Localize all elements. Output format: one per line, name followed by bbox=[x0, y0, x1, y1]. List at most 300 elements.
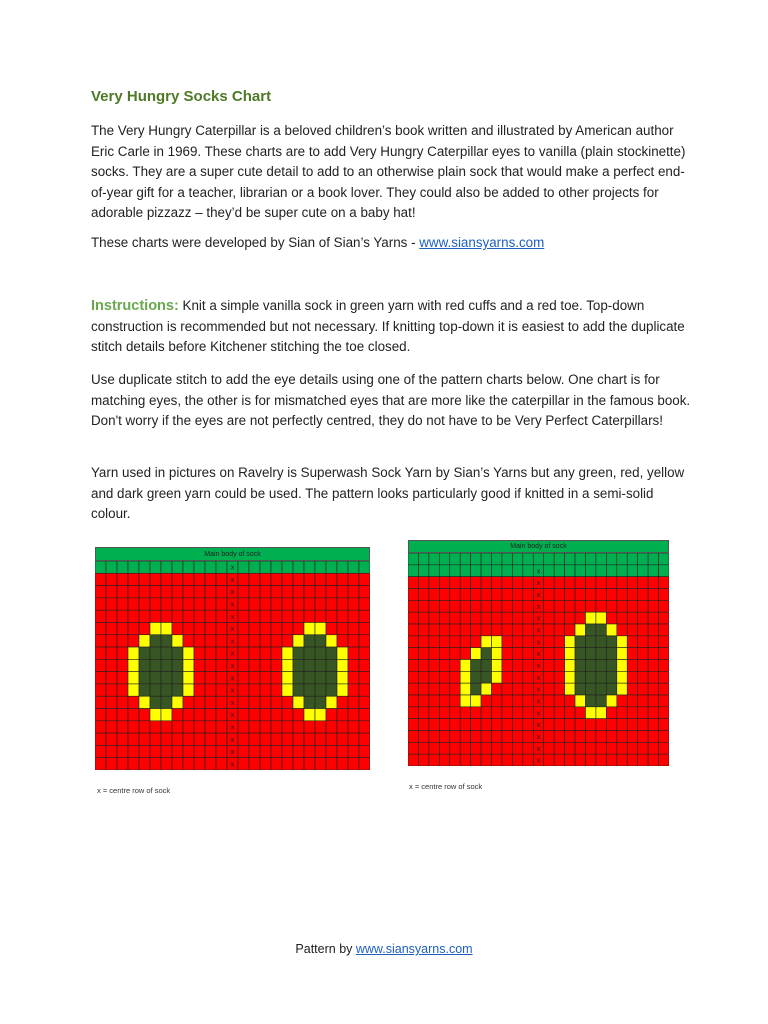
chart-cell bbox=[471, 754, 481, 766]
chart-cell bbox=[512, 624, 522, 636]
chart-legend: x = centre row of sock bbox=[97, 786, 171, 795]
chart-cell bbox=[271, 586, 282, 598]
chart-cell bbox=[429, 589, 439, 601]
chart-cell bbox=[282, 733, 293, 745]
chart-cell bbox=[408, 731, 418, 743]
chart-cell bbox=[596, 589, 606, 601]
chart-cell bbox=[471, 636, 481, 648]
chart-cell bbox=[418, 683, 428, 695]
chart-cell bbox=[523, 695, 533, 707]
chart-cell bbox=[260, 684, 271, 696]
chart-cell bbox=[95, 672, 106, 684]
chart-cell bbox=[471, 707, 481, 719]
chart-cell bbox=[150, 721, 161, 733]
chart-cell bbox=[627, 671, 637, 683]
chart-cell bbox=[523, 660, 533, 672]
chart-cell bbox=[117, 672, 128, 684]
chart-cell bbox=[194, 696, 205, 708]
centre-row-mark: x bbox=[536, 651, 541, 659]
chart-cell bbox=[293, 610, 304, 622]
chart-cell bbox=[627, 577, 637, 589]
chart-cell bbox=[408, 754, 418, 766]
chart-cell bbox=[315, 721, 326, 733]
chart-cell bbox=[205, 573, 216, 585]
chart-cell bbox=[183, 721, 194, 733]
chart-cell bbox=[502, 612, 512, 624]
chart-cell bbox=[450, 695, 460, 707]
chart-cell bbox=[627, 636, 637, 648]
chart-cell bbox=[585, 648, 595, 660]
chart-cell bbox=[439, 600, 449, 612]
chart-cell bbox=[348, 684, 359, 696]
chart-cell bbox=[304, 586, 315, 598]
chart-cell bbox=[282, 709, 293, 721]
centre-row-mark: x bbox=[536, 745, 541, 753]
chart-cell bbox=[606, 648, 616, 660]
chart-cell bbox=[617, 577, 627, 589]
chart-cell bbox=[150, 561, 161, 573]
instructions-heading: Instructions: bbox=[91, 298, 179, 314]
chart-cell bbox=[326, 635, 337, 647]
centre-row-mark: x bbox=[230, 650, 235, 658]
chart-cell bbox=[596, 754, 606, 766]
chart-cell bbox=[648, 589, 658, 601]
chart-cell bbox=[315, 586, 326, 598]
chart-cell bbox=[659, 577, 669, 589]
chart-cell bbox=[359, 598, 370, 610]
chart-cell bbox=[554, 636, 564, 648]
chart-cell bbox=[194, 758, 205, 770]
footer-link[interactable]: www.siansyarns.com bbox=[355, 942, 473, 956]
chart-cell bbox=[523, 742, 533, 754]
chart-cell bbox=[617, 671, 627, 683]
chart-cell bbox=[575, 754, 585, 766]
chart-cell bbox=[429, 731, 439, 743]
chart-cell bbox=[106, 758, 117, 770]
chart-cell bbox=[172, 573, 183, 585]
chart-cell bbox=[271, 561, 282, 573]
chart-cell bbox=[512, 589, 522, 601]
chart-cell bbox=[638, 719, 648, 731]
chart-cell bbox=[512, 565, 522, 577]
chart-cell bbox=[554, 648, 564, 660]
chart-cell bbox=[523, 719, 533, 731]
chart-cell bbox=[575, 742, 585, 754]
chart-cell bbox=[450, 731, 460, 743]
chart-cell bbox=[161, 647, 172, 659]
chart-cell bbox=[481, 707, 491, 719]
chart-cell bbox=[271, 635, 282, 647]
chart-cell bbox=[150, 709, 161, 721]
chart-cell bbox=[161, 696, 172, 708]
footer-text: Pattern by bbox=[295, 942, 356, 956]
chart-cell bbox=[304, 733, 315, 745]
chart-cell bbox=[183, 659, 194, 671]
chart-cell bbox=[565, 660, 575, 672]
chart-cell bbox=[95, 647, 106, 659]
centre-row-mark: x bbox=[536, 627, 541, 635]
chart-cell bbox=[565, 671, 575, 683]
chart-cell bbox=[304, 758, 315, 770]
chart-cell bbox=[161, 598, 172, 610]
chart-cell bbox=[249, 672, 260, 684]
chart-cell bbox=[565, 754, 575, 766]
chart-cell bbox=[408, 636, 418, 648]
chart-cell bbox=[544, 565, 554, 577]
chart-cell bbox=[293, 745, 304, 757]
chart-cell bbox=[648, 671, 658, 683]
chart-cell bbox=[183, 709, 194, 721]
chart-cell bbox=[544, 577, 554, 589]
chart-cell bbox=[596, 695, 606, 707]
chart-cell bbox=[139, 745, 150, 757]
chart-cell bbox=[282, 647, 293, 659]
chart-cell bbox=[161, 758, 172, 770]
chart-cell bbox=[128, 758, 139, 770]
chart-cell bbox=[481, 565, 491, 577]
chart-cell bbox=[348, 721, 359, 733]
chart-cell bbox=[205, 758, 216, 770]
credit-link[interactable]: www.siansyarns.com bbox=[419, 235, 545, 250]
chart-cell bbox=[95, 573, 106, 585]
chart-cell bbox=[575, 553, 585, 565]
chart-cell bbox=[523, 648, 533, 660]
chart-cell bbox=[596, 671, 606, 683]
chart-cell bbox=[117, 573, 128, 585]
chart-cell bbox=[429, 742, 439, 754]
chart-cell bbox=[638, 589, 648, 601]
chart-cell bbox=[606, 731, 616, 743]
chart-cell bbox=[194, 659, 205, 671]
chart-cell bbox=[348, 709, 359, 721]
chart-cell bbox=[117, 610, 128, 622]
chart-cell bbox=[450, 636, 460, 648]
chart-cell bbox=[216, 647, 227, 659]
chart-cell bbox=[249, 573, 260, 585]
centre-row-mark: x bbox=[230, 576, 235, 584]
chart-cell bbox=[659, 636, 669, 648]
chart-cell bbox=[450, 624, 460, 636]
chart-cell bbox=[183, 573, 194, 585]
chart-cell bbox=[659, 612, 669, 624]
chart-cell bbox=[596, 577, 606, 589]
chart-cell bbox=[512, 671, 522, 683]
chart-cell bbox=[544, 731, 554, 743]
chart-cell bbox=[194, 561, 205, 573]
chart-cell bbox=[172, 659, 183, 671]
chart-cell bbox=[533, 553, 543, 565]
chart-cell bbox=[585, 660, 595, 672]
chart-cell bbox=[326, 647, 337, 659]
chart-cell bbox=[523, 565, 533, 577]
chart-cell bbox=[304, 696, 315, 708]
chart-cell bbox=[585, 742, 595, 754]
chart-cell bbox=[337, 733, 348, 745]
chart-cell bbox=[585, 600, 595, 612]
centre-row-mark: x bbox=[230, 626, 235, 634]
chart-cell bbox=[585, 589, 595, 601]
chart-cell bbox=[161, 709, 172, 721]
chart-cell bbox=[554, 719, 564, 731]
chart-cell bbox=[460, 553, 470, 565]
chart-cell bbox=[337, 573, 348, 585]
credit-text: These charts were developed by Sian of Sian’s Yarns - bbox=[91, 235, 420, 250]
chart-cell bbox=[139, 647, 150, 659]
chart-cell bbox=[523, 636, 533, 648]
chart-cell bbox=[554, 683, 564, 695]
chart-cell bbox=[205, 721, 216, 733]
chart-cell bbox=[575, 600, 585, 612]
chart-cell bbox=[418, 553, 428, 565]
chart-cell bbox=[596, 742, 606, 754]
chart-cell bbox=[326, 672, 337, 684]
chart-cell bbox=[337, 598, 348, 610]
chart-cell bbox=[554, 577, 564, 589]
chart-cell bbox=[606, 600, 616, 612]
chart-cell bbox=[439, 671, 449, 683]
chart-cell bbox=[544, 671, 554, 683]
chart-cell bbox=[492, 612, 502, 624]
chart-cell bbox=[161, 733, 172, 745]
chart-cell bbox=[502, 589, 512, 601]
chart-cell bbox=[139, 586, 150, 598]
chart-cell bbox=[249, 610, 260, 622]
chart-cell bbox=[492, 695, 502, 707]
chart-cell bbox=[502, 731, 512, 743]
chart-cell bbox=[512, 577, 522, 589]
chart-cell bbox=[460, 683, 470, 695]
matching-eyes-chart bbox=[95, 547, 370, 770]
chart-cell bbox=[429, 754, 439, 766]
chart-cell bbox=[439, 577, 449, 589]
chart-cell bbox=[471, 671, 481, 683]
chart-cell bbox=[359, 758, 370, 770]
chart-cell bbox=[492, 636, 502, 648]
chart-cell bbox=[617, 624, 627, 636]
chart-cell bbox=[326, 586, 337, 598]
chart-cell bbox=[238, 598, 249, 610]
chart-cell bbox=[450, 600, 460, 612]
chart-header: Main body of sock bbox=[408, 540, 669, 553]
chart-cell bbox=[150, 745, 161, 757]
chart-cell bbox=[638, 612, 648, 624]
chart-cell bbox=[249, 758, 260, 770]
chart-cell bbox=[523, 624, 533, 636]
chart-cell bbox=[544, 719, 554, 731]
chart-cell bbox=[659, 553, 669, 565]
centre-row-mark: x bbox=[536, 580, 541, 588]
chart-cell bbox=[128, 672, 139, 684]
chart-cell bbox=[596, 660, 606, 672]
chart-cell bbox=[326, 622, 337, 634]
chart-cell bbox=[606, 589, 616, 601]
chart-cell bbox=[150, 635, 161, 647]
chart-cell bbox=[523, 589, 533, 601]
chart-cell bbox=[95, 610, 106, 622]
centre-row-mark: x bbox=[230, 601, 235, 609]
chart-cell bbox=[575, 577, 585, 589]
chart-cell bbox=[150, 733, 161, 745]
chart-cell bbox=[150, 573, 161, 585]
chart-cell bbox=[183, 622, 194, 634]
chart-cell bbox=[249, 598, 260, 610]
chart-cell bbox=[638, 624, 648, 636]
chart-cell bbox=[337, 672, 348, 684]
chart-cell bbox=[326, 659, 337, 671]
chart-cell bbox=[502, 565, 512, 577]
chart-cell bbox=[492, 660, 502, 672]
chart-cell bbox=[249, 647, 260, 659]
chart-cell bbox=[471, 565, 481, 577]
chart-cell bbox=[429, 612, 439, 624]
chart-cell bbox=[348, 647, 359, 659]
chart-cell bbox=[359, 586, 370, 598]
chart-cell bbox=[139, 635, 150, 647]
chart-cell bbox=[249, 684, 260, 696]
chart-cell bbox=[205, 696, 216, 708]
chart-cell bbox=[450, 553, 460, 565]
chart-cell bbox=[238, 622, 249, 634]
chart-cell bbox=[617, 754, 627, 766]
chart-cell bbox=[418, 565, 428, 577]
chart-cell bbox=[293, 721, 304, 733]
chart-cell bbox=[282, 721, 293, 733]
chart-cell bbox=[606, 624, 616, 636]
chart-cell bbox=[128, 586, 139, 598]
chart-cell bbox=[565, 553, 575, 565]
chart-header: Main body of sock bbox=[95, 547, 370, 561]
chart-cell bbox=[238, 696, 249, 708]
chart-cell bbox=[617, 648, 627, 660]
chart-cell bbox=[408, 624, 418, 636]
chart-cell bbox=[139, 696, 150, 708]
chart-cell bbox=[304, 573, 315, 585]
chart-cell bbox=[512, 600, 522, 612]
chart-cell bbox=[512, 553, 522, 565]
chart-cell bbox=[408, 660, 418, 672]
centre-row-mark: x bbox=[536, 733, 541, 741]
chart-cell bbox=[575, 731, 585, 743]
chart-cell bbox=[554, 565, 564, 577]
chart-cell bbox=[359, 709, 370, 721]
chart-cell bbox=[502, 600, 512, 612]
chart-cell bbox=[617, 565, 627, 577]
chart-cell bbox=[271, 745, 282, 757]
chart-cell bbox=[648, 612, 658, 624]
chart-cell bbox=[282, 758, 293, 770]
chart-cell bbox=[117, 758, 128, 770]
chart-cell bbox=[205, 635, 216, 647]
chart-cell bbox=[128, 561, 139, 573]
chart-cell bbox=[139, 610, 150, 622]
chart-cell bbox=[150, 622, 161, 634]
chart-cell bbox=[315, 709, 326, 721]
centre-row-mark: x bbox=[536, 674, 541, 682]
chart-cell bbox=[282, 573, 293, 585]
chart-cell bbox=[481, 589, 491, 601]
chart-cell bbox=[439, 660, 449, 672]
chart-cell bbox=[648, 660, 658, 672]
chart-cell bbox=[337, 622, 348, 634]
chart-cell bbox=[315, 684, 326, 696]
chart-cell bbox=[460, 731, 470, 743]
chart-cell bbox=[429, 671, 439, 683]
chart-cell bbox=[606, 695, 616, 707]
chart-cell bbox=[216, 659, 227, 671]
chart-cell bbox=[429, 683, 439, 695]
chart-cell bbox=[638, 636, 648, 648]
chart-cell bbox=[575, 565, 585, 577]
chart-cell bbox=[183, 635, 194, 647]
chart-cell bbox=[260, 758, 271, 770]
chart-cell bbox=[337, 709, 348, 721]
chart-cell bbox=[359, 684, 370, 696]
chart-cell bbox=[117, 659, 128, 671]
chart-cell bbox=[183, 733, 194, 745]
chart-cell bbox=[585, 577, 595, 589]
chart-cell bbox=[544, 636, 554, 648]
chart-cell bbox=[659, 707, 669, 719]
chart-cell bbox=[450, 683, 460, 695]
chart-cell bbox=[326, 733, 337, 745]
chart-cell bbox=[304, 745, 315, 757]
chart-cell bbox=[216, 709, 227, 721]
chart-cell bbox=[315, 561, 326, 573]
chart-cell bbox=[638, 731, 648, 743]
chart-cell bbox=[260, 610, 271, 622]
chart-cell bbox=[106, 598, 117, 610]
chart-cell bbox=[450, 754, 460, 766]
chart-cell bbox=[260, 672, 271, 684]
chart-cell bbox=[408, 671, 418, 683]
chart-cell bbox=[128, 745, 139, 757]
chart-cell bbox=[359, 672, 370, 684]
chart-cell bbox=[161, 573, 172, 585]
chart-cell bbox=[429, 565, 439, 577]
chart-cell bbox=[271, 598, 282, 610]
chart-cell bbox=[260, 598, 271, 610]
chart-cell bbox=[659, 683, 669, 695]
chart-cell bbox=[648, 624, 658, 636]
chart-cell bbox=[106, 696, 117, 708]
chart-cell bbox=[565, 636, 575, 648]
chart-cell bbox=[502, 636, 512, 648]
chart-cell bbox=[460, 742, 470, 754]
chart-cell bbox=[238, 733, 249, 745]
chart-cell bbox=[205, 672, 216, 684]
footer bbox=[0, 942, 768, 956]
centre-row-mark: x bbox=[230, 663, 235, 670]
chart-cell bbox=[596, 636, 606, 648]
chart-cell bbox=[271, 647, 282, 659]
chart-cell bbox=[150, 684, 161, 696]
chart-cell bbox=[128, 598, 139, 610]
chart-cell bbox=[439, 683, 449, 695]
chart-cell bbox=[172, 758, 183, 770]
chart-cell bbox=[238, 561, 249, 573]
chart-cell bbox=[282, 561, 293, 573]
chart-cell bbox=[106, 709, 117, 721]
chart-cell bbox=[216, 733, 227, 745]
chart-cell bbox=[359, 647, 370, 659]
chart-cell bbox=[359, 635, 370, 647]
chart-cell bbox=[139, 561, 150, 573]
chart-cell bbox=[150, 696, 161, 708]
chart-cell bbox=[418, 754, 428, 766]
chart-cell bbox=[460, 671, 470, 683]
chart-cell bbox=[471, 553, 481, 565]
chart-cell bbox=[348, 573, 359, 585]
